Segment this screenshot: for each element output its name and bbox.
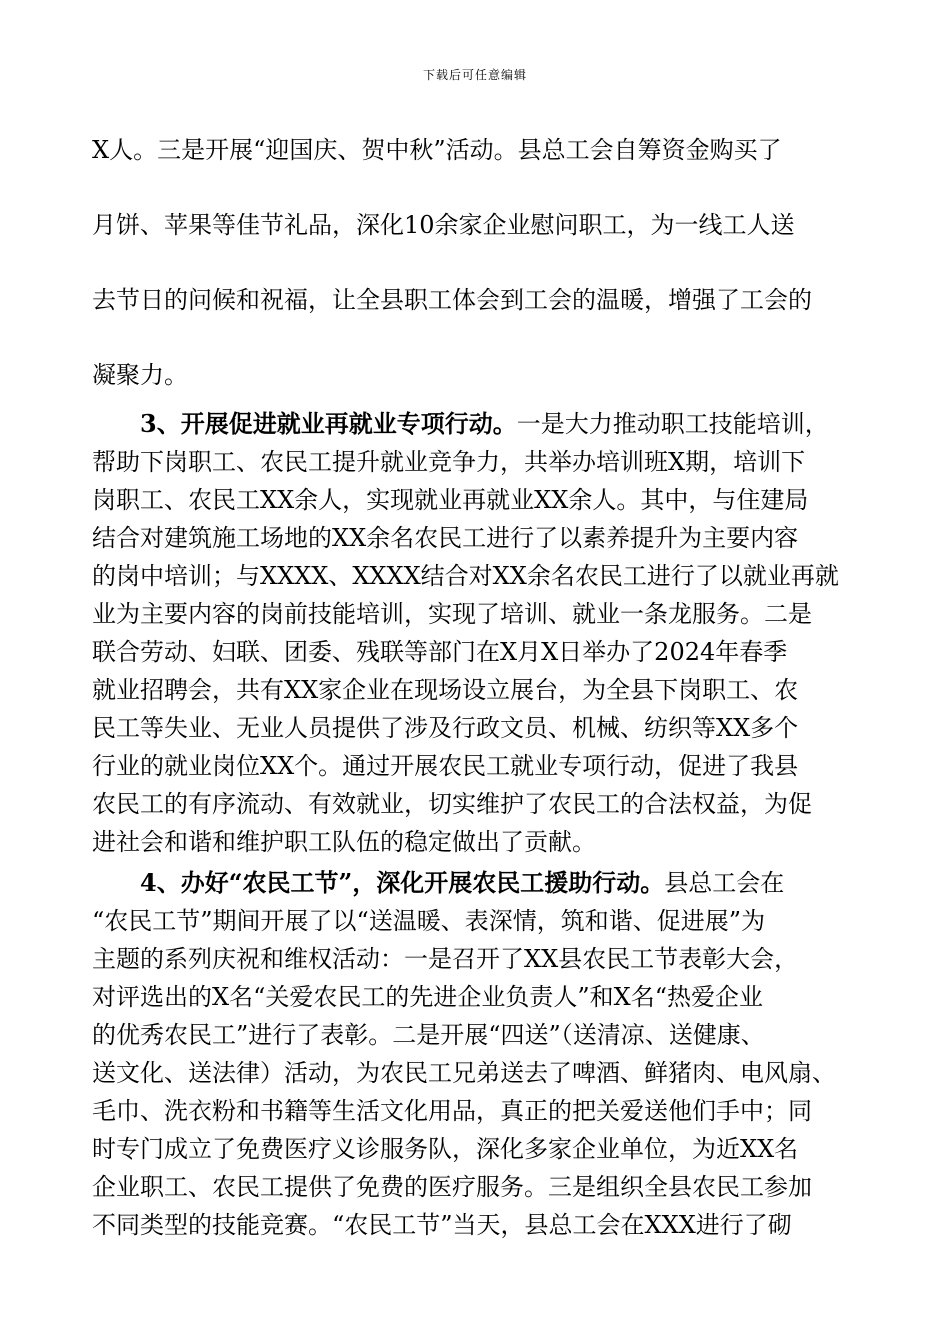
text-line: 进社会和谐和维护职工队伍的稳定做出了贡献。: [92, 828, 596, 856]
text-line: 的优秀农民工”进行了表彰。二是开展“四送”（送清凉、送健康、: [92, 1021, 765, 1049]
paragraph-text: 县总工会在: [664, 869, 785, 897]
text-line: 月饼、苹果等佳节礼品，深化10余家企业慰问职工，为一线工人送: [92, 211, 795, 239]
text-line: 联合劳动、妇联、团委、残联等部门在X月X日举办了2024年春季: [92, 638, 788, 666]
text-line: 凝聚力。: [92, 361, 188, 389]
text-line: 主题的系列庆祝和维权活动：一是召开了XX县农民工节表彰大会，: [92, 945, 799, 973]
text-line: 的岗中培训；与XXXX、XXXX结合对XX余名农民工进行了以就业再就: [92, 562, 839, 590]
paragraph-text: 一是大力推动职工技能培训，: [516, 410, 829, 438]
text-line: “农民工节”期间开展了以“送温暖、表深情，筑和谐、促进展”为: [92, 907, 766, 935]
page-header: 下载后可任意编辑: [422, 68, 527, 82]
text-line: 行业的就业岗位XX个。通过开展农民工就业专项行动，促进了我县: [92, 752, 799, 780]
text-line: 企业职工、农民工提供了免费的医疗服务。三是组织全县农民工参加: [92, 1173, 812, 1201]
text-line: 岗职工、农民工XX余人，实现就业再就业XX余人。其中，与住建局: [92, 486, 809, 514]
text-line: 去节日的问候和祝福，让全县职工体会到工会的温暖，增强了工会的: [92, 286, 812, 314]
text-line: 结合对建筑施工场地的XX余名农民工进行了以素养提升为主要内容: [92, 524, 799, 552]
text-line: 不同类型的技能竞赛。“农民工节”当天，县总工会在XXX进行了砌: [92, 1211, 792, 1239]
text-line: 帮助下岗职工、农民工提升就业竞争力，共举办培训班X期，培训下: [92, 448, 806, 476]
text-line: 送文化、送法律）活动，为农民工兄弟送去了啤酒、鲜猪肉、电风扇、: [92, 1059, 836, 1087]
text-line: [140, 868, 784, 898]
paragraph-heading: 4、办好“农民工节”，深化开展农民工援助行动。: [140, 868, 665, 897]
paragraph-heading: 3、开展促进就业再就业专项行动。: [140, 409, 517, 438]
text-line: 就业招聘会，共有XX家企业在现场设立展台，为全县下岗职工、农: [92, 676, 799, 704]
text-line: 业为主要内容的岗前技能培训，实现了培训、就业一条龙服务。二是: [92, 600, 812, 628]
text-line: 农民工的有序流动、有效就业，切实维护了农民工的合法权益，为促: [92, 790, 812, 818]
text-line: 毛巾、洗衣粉和书籍等生活文化用品，真正的把关爱送他们手中；同: [92, 1097, 812, 1125]
text-line: 民工等失业、无业人员提供了涉及行政文员、机械、纺织等XX多个: [92, 714, 799, 742]
text-line: X人。三是开展“迎国庆、贺中秋”活动。县总工会自筹资金购买了: [92, 136, 782, 164]
text-line: [140, 409, 829, 439]
text-line: 对评选出的X名“关爱农民工的先进企业负责人”和X名“热爱企业: [92, 983, 763, 1011]
text-line: 时专门成立了免费医疗义诊服务队，深化多家企业单位，为近XX名: [92, 1135, 799, 1163]
